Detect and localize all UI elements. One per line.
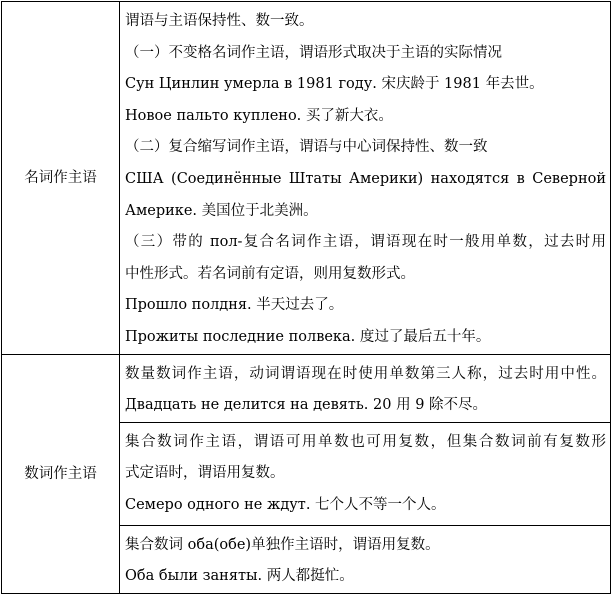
text-line: Оба были заняты. 两人都挺忙。 [125,568,354,585]
text-line: Новое пальто куплено. 买了新大衣。 [125,107,393,124]
text-line: Двадцать не делится на девять. 20 用 9 除不尽。 [125,397,488,414]
text-line: США (Соединённые Штаты Америки) находятся в Северной [125,170,606,187]
text-line: 数量数词作主语，动词谓语现在时使用单数第三人称，过去时用中性。 [125,365,606,382]
text-line: Прожиты последние полвека. 度过了最后五十年。 [125,328,491,345]
text-line: Прошло полдня. 半天过去了。 [125,297,344,314]
row-label: 名词作主语 [24,169,97,186]
table-row [2,354,611,422]
row-label-cell [2,2,120,355]
content-cell [120,422,611,525]
content-cell [120,525,611,593]
row-label: 数词作主语 [24,465,97,482]
content-cell [120,2,611,355]
text-line: （三）带的 пол-复合名词作主语，谓语现在时一般用单数，过去时用 [125,234,606,251]
text-line: 集合数词作主语，谓语可用单数也可用复数，但集合数词前有复数形 [125,433,606,450]
text-line: Сун Цинлин умерла в 1981 году. 宋庆龄于 1981 年去世。 [125,76,544,93]
text-line: Семеро одного не ждут. 七个人不等一个人。 [125,496,446,513]
text-line: （二）复合缩写词作主语，谓语与中心词保持性、数一致 [125,139,488,156]
text-line: 谓语与主语保持性、数一致。 [125,13,314,29]
row-label-cell [2,354,120,593]
grammar-table [1,1,611,594]
text-line: Америке. 美国位于北美洲。 [125,202,318,219]
text-line: 中性形式。若名词前有定语，则用复数形式。 [125,265,415,282]
text-line: 集合数词 оба(обе)单独作主语时，谓语用复数。 [125,536,440,553]
text-line: 式定语时，谓语用复数。 [125,465,285,482]
content-cell [120,354,611,422]
text-line: （一）不变格名词作主语，谓语形式取决于主语的实际情况 [125,44,502,61]
table-row [2,2,611,355]
